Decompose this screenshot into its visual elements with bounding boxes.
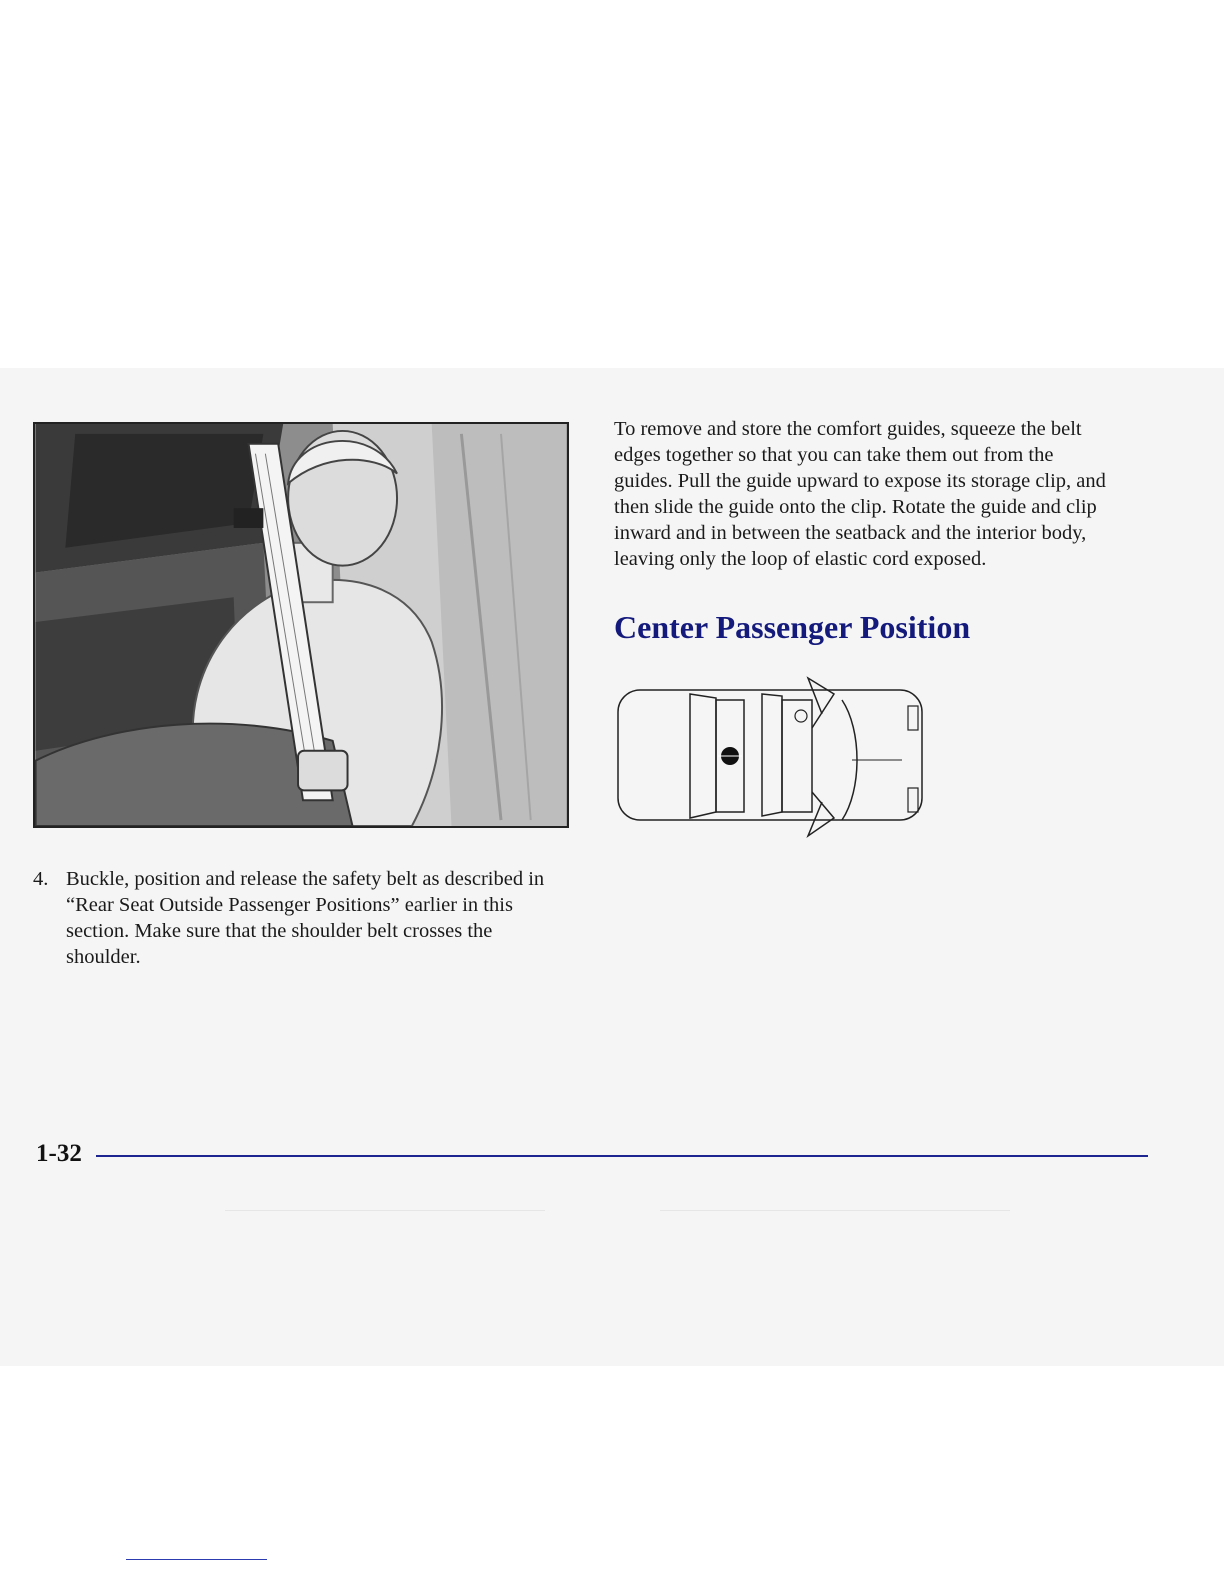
footer-rule [96, 1155, 1148, 1157]
page-number: 1-32 [36, 1140, 82, 1167]
comfort-guide-instructions: To remove and store the comfort guides, squeeze the belt edges together so that you can take them out from the guides. Pull the guide upward to expose its storage clip, and then slide the guide onto the clip. Rotate the guide and clip inward and in between the seatback and the interior body, leaving only the loop of elastic cord exposed. [614, 418, 1106, 570]
scan-artifact-line [225, 1210, 545, 1211]
child-in-seatbelt-icon [35, 424, 567, 826]
step-number: 4. [33, 868, 49, 890]
vehicle-seating-diagram-icon [612, 670, 928, 842]
step-text: Buckle, position and release the safety belt as described in “Rear Seat Outside Passenger Positions” earlier in this section. Make sure that the shoulder belt crosses the shoulder. [66, 868, 545, 968]
section-heading: Center Passenger Position [614, 609, 971, 645]
scan-artifact-line [660, 1210, 1010, 1211]
child-seatbelt-illustration [33, 422, 569, 828]
step-4 [33, 866, 563, 970]
bottom-underline [126, 1559, 267, 1560]
step-list [33, 866, 563, 970]
